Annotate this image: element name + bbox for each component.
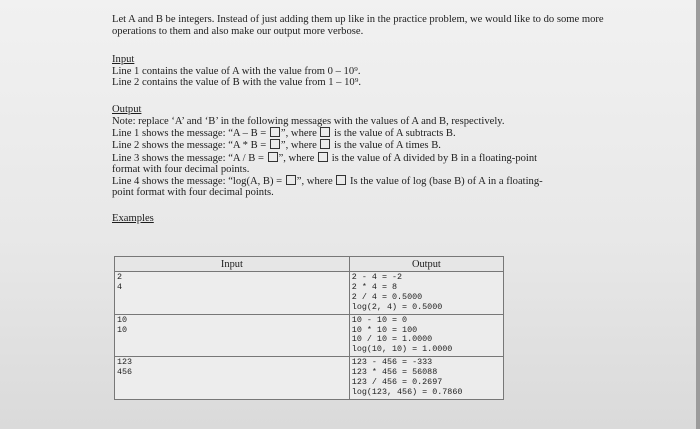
placeholder-box-icon <box>270 127 280 137</box>
input-line-2: Line 2 contains the value of B with the value from 1 – 10⁹. <box>112 77 362 89</box>
examples-table <box>114 256 504 400</box>
output-line-4: Line 4 shows the message: “log(A, B) = ”, where Is the value of log (base B) of A in a floating- <box>112 176 543 188</box>
example-input-cell: 2 4 <box>115 272 350 315</box>
placeholder-box-icon <box>318 152 328 162</box>
placeholder-box-icon <box>270 139 280 149</box>
example-output-cell: 2 - 4 = -2 2 * 4 = 8 2 / 4 = 0.5000 log(2, 4) = 0.5000 <box>349 272 503 315</box>
placeholder-box-icon <box>268 152 278 162</box>
example-output-cell: 10 - 10 = 0 10 * 10 = 100 10 / 10 = 1.0000 log(10, 10) = 1.0000 <box>349 314 503 357</box>
example-output-cell: 123 - 456 = -333 123 * 456 = 56088 123 / 456 = 0.2697 log(123, 456) = 0.7860 <box>349 357 503 400</box>
example-input-cell: 123 456 <box>115 357 350 400</box>
input-section <box>112 54 607 89</box>
input-line-1: Line 1 contains the value of A with the value from 0 – 10⁹. <box>112 66 361 78</box>
example-input-cell: 10 10 <box>115 314 350 357</box>
placeholder-box-icon <box>336 175 346 185</box>
output-section <box>112 104 607 199</box>
table-row <box>115 314 504 357</box>
table-row <box>115 357 504 400</box>
problem-statement <box>112 14 607 236</box>
output-line-4-cont: point format with four decimal points. <box>112 187 274 199</box>
page-edge <box>696 0 700 429</box>
output-line-3-cont: format with four decimal points. <box>112 163 250 175</box>
output-line-3: Line 3 shows the message: “A / B = ”, where is the value of A divided by B in a floating-point <box>112 152 538 164</box>
intro-paragraph: Let A and B be integers. Instead of just adding them up like in the practice problem, we would like to do some more operations to them and also make our output more verbose. <box>112 14 604 38</box>
examples-header-row <box>115 257 504 272</box>
placeholder-box-icon <box>320 139 330 149</box>
examples-title: Examples <box>112 213 154 225</box>
table-row <box>115 272 504 315</box>
output-note: Note: replace ‘A’ and ‘B’ in the following messages with the values of A and B, respectively. <box>112 116 505 128</box>
placeholder-box-icon <box>320 127 330 137</box>
input-title: Input <box>112 53 135 65</box>
output-title: Output <box>112 103 142 115</box>
input-column-header: Input <box>115 257 350 272</box>
output-line-1: Line 1 shows the message: “A – B = ”, where is the value of A subtracts B. <box>112 128 456 140</box>
placeholder-box-icon <box>286 175 296 185</box>
output-line-2: Line 2 shows the message: “A * B = ”, where is the value of A times B. <box>112 140 441 152</box>
output-column-header: Output <box>349 257 503 272</box>
